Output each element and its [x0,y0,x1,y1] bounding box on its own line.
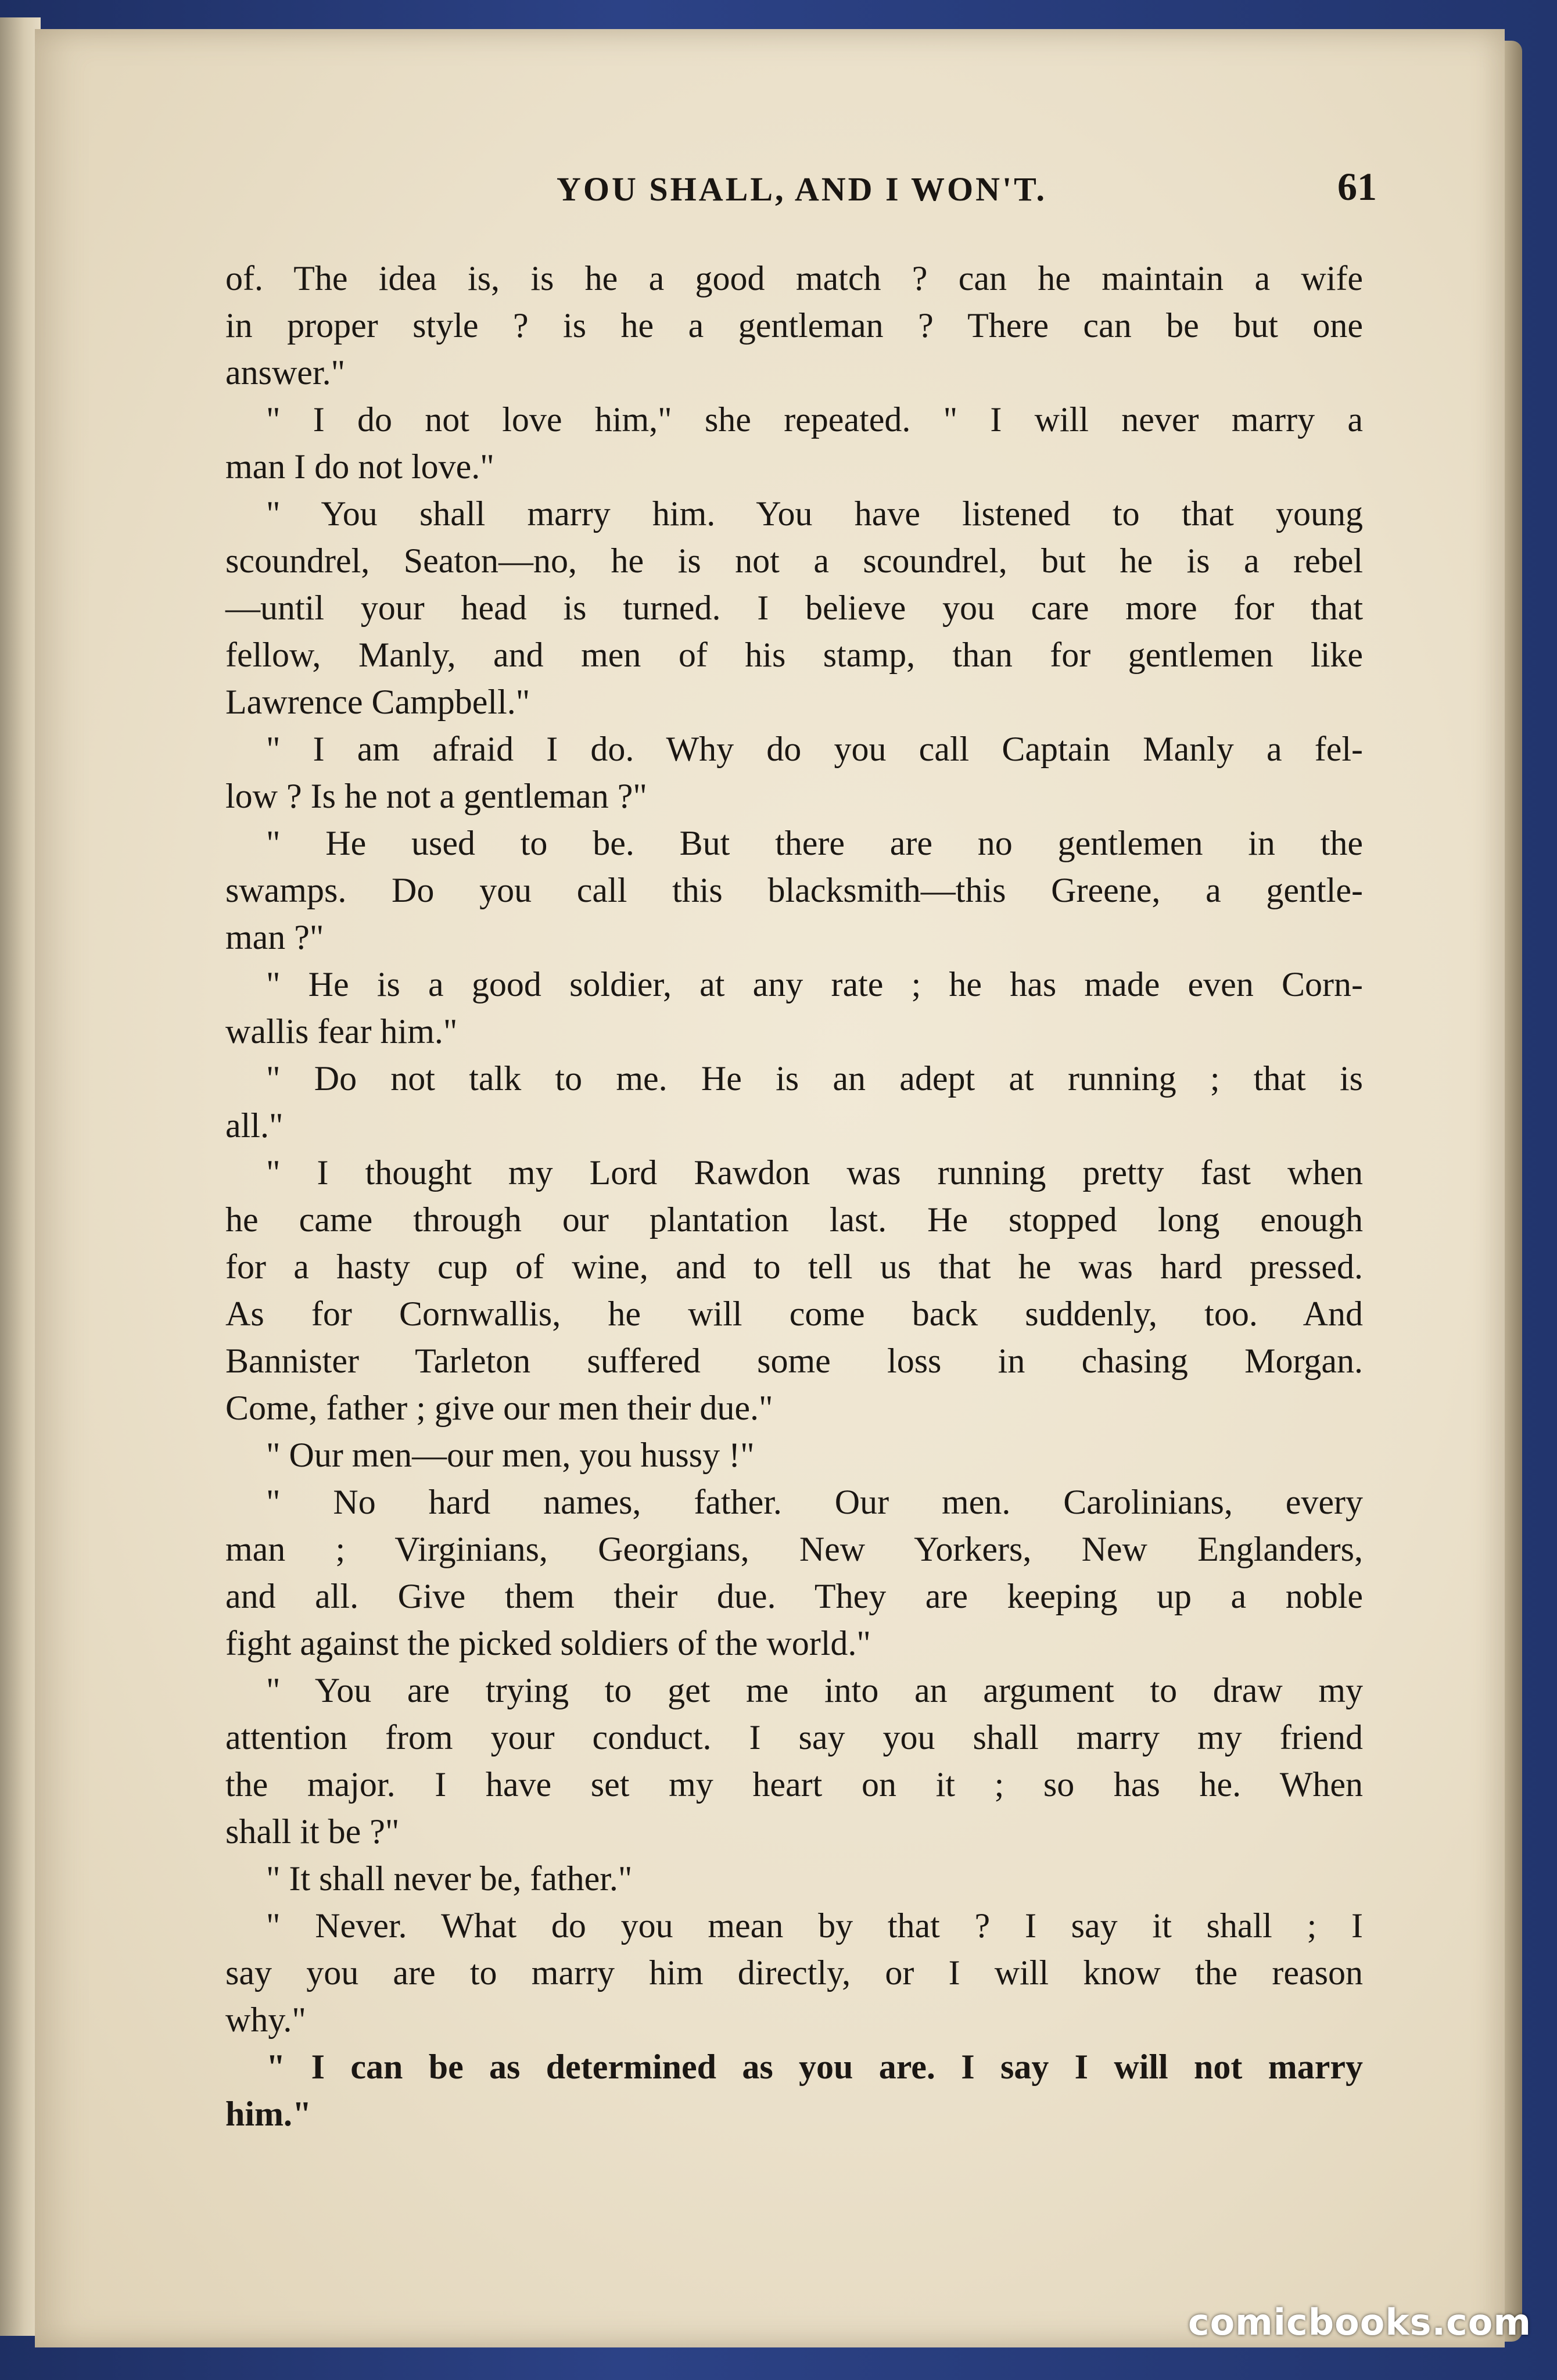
text-line: why." [225,2001,306,2039]
text-line: " You shall marry him. You have listened to that young [266,494,1363,533]
text-line: " You are trying to get me into an argument to draw my [266,1671,1363,1709]
text-line: man ?" [225,918,324,956]
text-line: Bannister Tarleton suffered some loss in chasing Morgan. [225,1342,1363,1380]
text-line: " He is a good soldier, at any rate ; he has made even Corn- [266,965,1363,1003]
text-line: scoundrel, Seaton—no, he is not a scoundrel, but he is a rebel [225,542,1363,580]
text-line: all." [225,1106,284,1145]
text-line: As for Cornwallis, he will come back suddenly, too. And [225,1295,1363,1333]
text-line: " Do not talk to me. He is an adept at running ; that is [266,1059,1363,1098]
text-line: " I thought my Lord Rawdon was running pretty fast when [266,1153,1363,1192]
text-line: " Our men—our men, you hussy !" [266,1436,755,1474]
bleed-through-text [494,87,1191,122]
text-line: the major. I have set my heart on it ; so has he. When [225,1765,1363,1804]
text-line: in proper style ? is he a gentleman ? There can be but one [225,306,1363,345]
text-line: Come, father ; give our men their due." [225,1389,773,1427]
text-line: swamps. Do you call this blacksmith—this Greene, a gentle- [225,871,1363,909]
page-number: 61 [1337,164,1377,209]
text-line: " It shall never be, father." [266,1859,633,1898]
text-line: " I do not love him," she repeated. " I will never marry a [266,400,1363,439]
text-line: " He used to be. But there are no gentlemen in the [266,824,1363,862]
text-line: for a hasty cup of wine, and to tell us that he was hard pressed. [225,1248,1363,1286]
text-line: of. The idea is, is he a good match ? can he maintain a wife [225,259,1363,298]
text-line: say you are to marry him directly, or I will know the reason [225,1954,1363,1992]
text-line: " No hard names, father. Our men. Carolinians, every [266,1483,1363,1521]
text-line: wallis fear him." [225,1012,458,1051]
text-line: " Never. What do you mean by that ? I say it shall ; I [266,1906,1363,1945]
text-line: man I do not love." [225,447,494,486]
text-line: he came through our plantation last. He stopped long enough [225,1200,1363,1239]
text-line: answer." [225,353,346,392]
text-line: shall it be ?" [225,1812,400,1851]
text-line: —until your head is turned. I believe you care more for that [225,589,1363,627]
text-line: and all. Give them their due. They are keeping up a noble [225,1577,1363,1615]
text-line: low ? Is he not a gentleman ?" [225,777,647,815]
body-text [225,255,1363,2172]
text-line: fellow, Manly, and men of his stamp, than for gentlemen like [225,636,1363,674]
watermark: comicbooks.com [1188,2301,1531,2343]
text-line: " I can be as determined as you are. I say I will not marry [266,2048,1363,2086]
text-line: fight against the picked soldiers of the world." [225,1624,871,1662]
text-line: attention from your conduct. I say you shall marry my friend [225,1718,1363,1757]
running-head: YOU SHALL, AND I WON'T. [557,170,1047,208]
text-line: " I am afraid I do. Why do you call Captain Manly a fel- [266,730,1363,768]
text-line: him." [225,2095,312,2133]
text-line: Lawrence Campbell." [225,683,530,721]
text-line: man ; Virginians, Georgians, New Yorkers, New Englanders, [225,1530,1363,1568]
